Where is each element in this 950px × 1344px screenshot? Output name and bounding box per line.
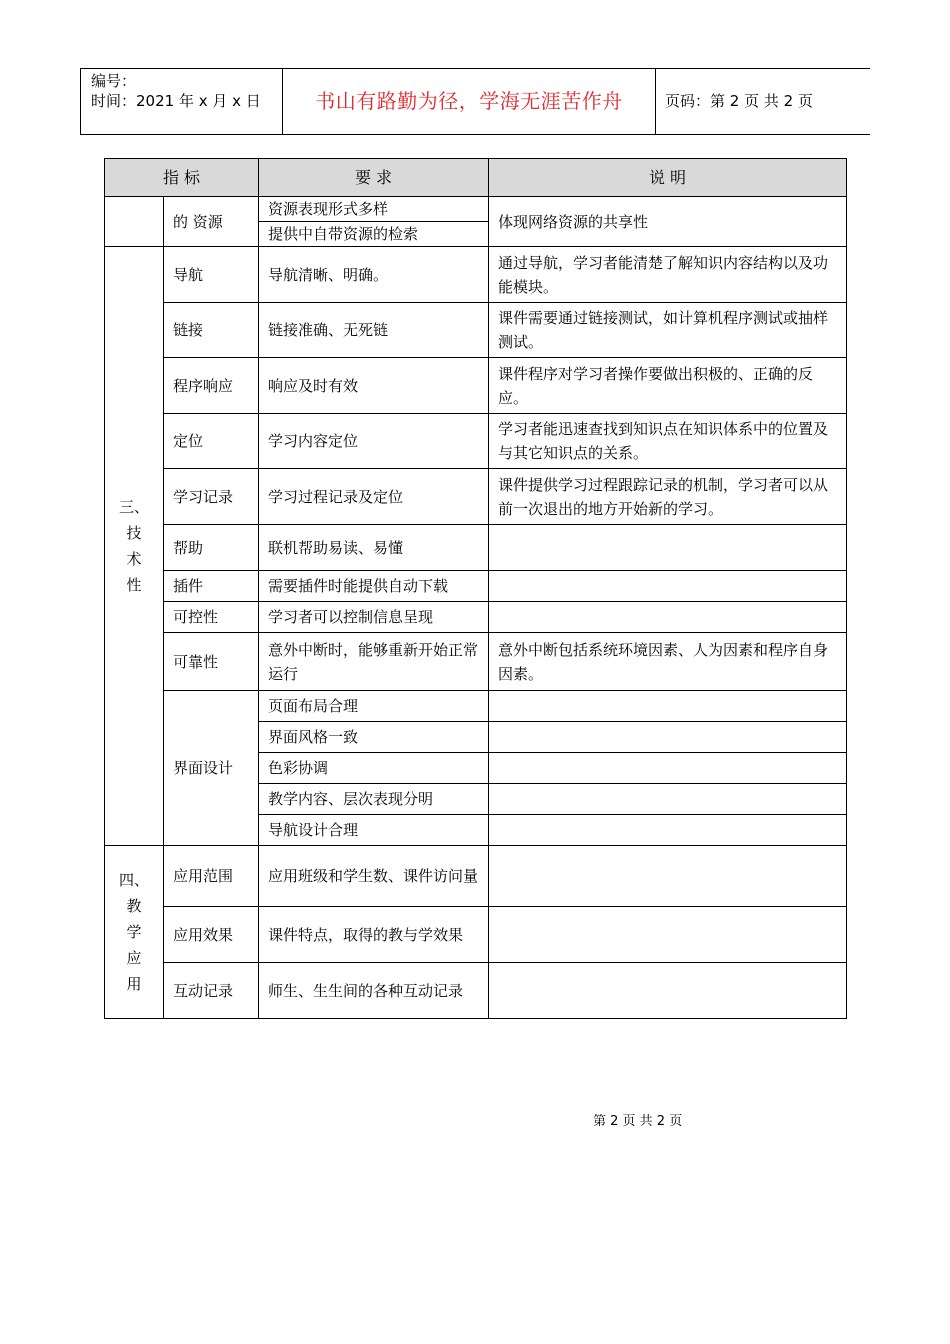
table-row [105, 197, 847, 222]
description-cell [489, 784, 847, 815]
category-char: 三、 [118, 498, 149, 516]
table-row [105, 414, 847, 469]
requirement-cell: 资源表现形式多样 [259, 197, 489, 222]
motto: 书山有路勤为径，学海无涯苦作舟 [283, 69, 656, 134]
description-cell: 课件程序对学习者操作要做出积极的、正确的反应。 [489, 358, 847, 414]
requirement-cell: 导航设计合理 [259, 815, 489, 846]
description-cell: 体现网络资源的共享性 [489, 197, 847, 247]
description-cell [489, 571, 847, 602]
category-char: 术 [126, 550, 142, 568]
indicator-cell: 学习记录 [164, 469, 259, 525]
description-cell [489, 846, 847, 907]
header-requirement: 要 求 [259, 159, 489, 197]
requirement-cell: 链接准确、无死链 [259, 303, 489, 358]
description-cell [489, 907, 847, 963]
indicator-cell: 应用效果 [164, 907, 259, 963]
indicator-cell: 互动记录 [164, 963, 259, 1019]
requirement-cell: 导航清晰、明确。 [259, 247, 489, 303]
category-char: 技 [126, 524, 142, 542]
category-char: 应 [126, 949, 142, 967]
table-row [105, 571, 847, 602]
description-cell [489, 525, 847, 571]
description-cell: 通过导航，学习者能清楚了解知识内容结构以及功能模块。 [489, 247, 847, 303]
table-row [105, 303, 847, 358]
indicator-cell: 可控性 [164, 602, 259, 633]
requirement-cell: 教学内容、层次表现分明 [259, 784, 489, 815]
indicator-cell: 插件 [164, 571, 259, 602]
category-char: 学 [126, 923, 142, 941]
table-row [105, 247, 847, 303]
table-row [105, 602, 847, 633]
requirement-cell: 应用班级和学生数、课件访问量 [259, 846, 489, 907]
table-row [105, 525, 847, 571]
requirement-cell: 学习过程记录及定位 [259, 469, 489, 525]
table-row [105, 907, 847, 963]
table-row [105, 469, 847, 525]
description-cell [489, 753, 847, 784]
number-label: 编号： [91, 72, 137, 90]
requirement-cell: 学习内容定位 [259, 414, 489, 469]
category-char: 四、 [118, 871, 149, 889]
description-cell: 课件提供学习过程跟踪记录的机制，学习者可以从前一次退出的地方开始新的学习。 [489, 469, 847, 525]
requirement-cell: 页面布局合理 [259, 691, 489, 722]
requirement-cell: 需要插件时能提供自动下载 [259, 571, 489, 602]
description-cell [489, 963, 847, 1019]
header-indicator: 指 标 [105, 159, 259, 197]
table-row [105, 963, 847, 1019]
document-header [80, 68, 870, 135]
requirement-cell: 响应及时有效 [259, 358, 489, 414]
requirement-cell: 师生、生生间的各种互动记录 [259, 963, 489, 1019]
indicator-cell: 应用范围 [164, 846, 259, 907]
category-application [105, 846, 164, 1019]
description-cell: 课件需要通过链接测试，如计算机程序测试或抽样测试。 [489, 303, 847, 358]
evaluation-table [104, 158, 847, 1019]
table-row [105, 691, 847, 722]
requirement-cell: 提供中自带资源的检索 [259, 222, 489, 247]
table-row [105, 358, 847, 414]
table-row [105, 633, 847, 691]
category-cell-blank [105, 197, 164, 247]
header-page-label: 页码：第 2 页 共 2 页 [665, 92, 813, 110]
description-cell [489, 722, 847, 753]
category-char: 用 [126, 975, 142, 993]
indicator-cell: 定位 [164, 414, 259, 469]
indicator-cell: 的 资源 [164, 197, 259, 247]
header-meta [81, 69, 283, 134]
requirement-cell: 学习者可以控制信息呈现 [259, 602, 489, 633]
requirement-cell: 联机帮助易读、易懂 [259, 525, 489, 571]
description-cell [489, 602, 847, 633]
table-header-row [105, 159, 847, 197]
page-footer: 第 2 页 共 2 页 [593, 1114, 683, 1129]
indicator-cell: 可靠性 [164, 633, 259, 691]
indicator-cell: 导航 [164, 247, 259, 303]
indicator-cell: 帮助 [164, 525, 259, 571]
requirement-cell: 课件特点，取得的教与学效果 [259, 907, 489, 963]
description-cell: 意外中断包括系统环境因素、人为因素和程序自身因素。 [489, 633, 847, 691]
description-cell [489, 815, 847, 846]
header-description: 说 明 [489, 159, 847, 197]
category-char: 性 [126, 576, 142, 594]
requirement-cell: 界面风格一致 [259, 722, 489, 753]
category-technical [105, 247, 164, 846]
table-row [105, 846, 847, 907]
category-char: 教 [126, 897, 142, 915]
time-label: 时间：2021 年 x 月 x 日 [91, 92, 261, 110]
indicator-cell: 程序响应 [164, 358, 259, 414]
indicator-cell: 界面设计 [164, 691, 259, 846]
description-cell: 学习者能迅速查找到知识点在知识体系中的位置及与其它知识点的关系。 [489, 414, 847, 469]
requirement-cell: 色彩协调 [259, 753, 489, 784]
requirement-cell: 意外中断时，能够重新开始正常运行 [259, 633, 489, 691]
indicator-cell: 链接 [164, 303, 259, 358]
description-cell [489, 691, 847, 722]
